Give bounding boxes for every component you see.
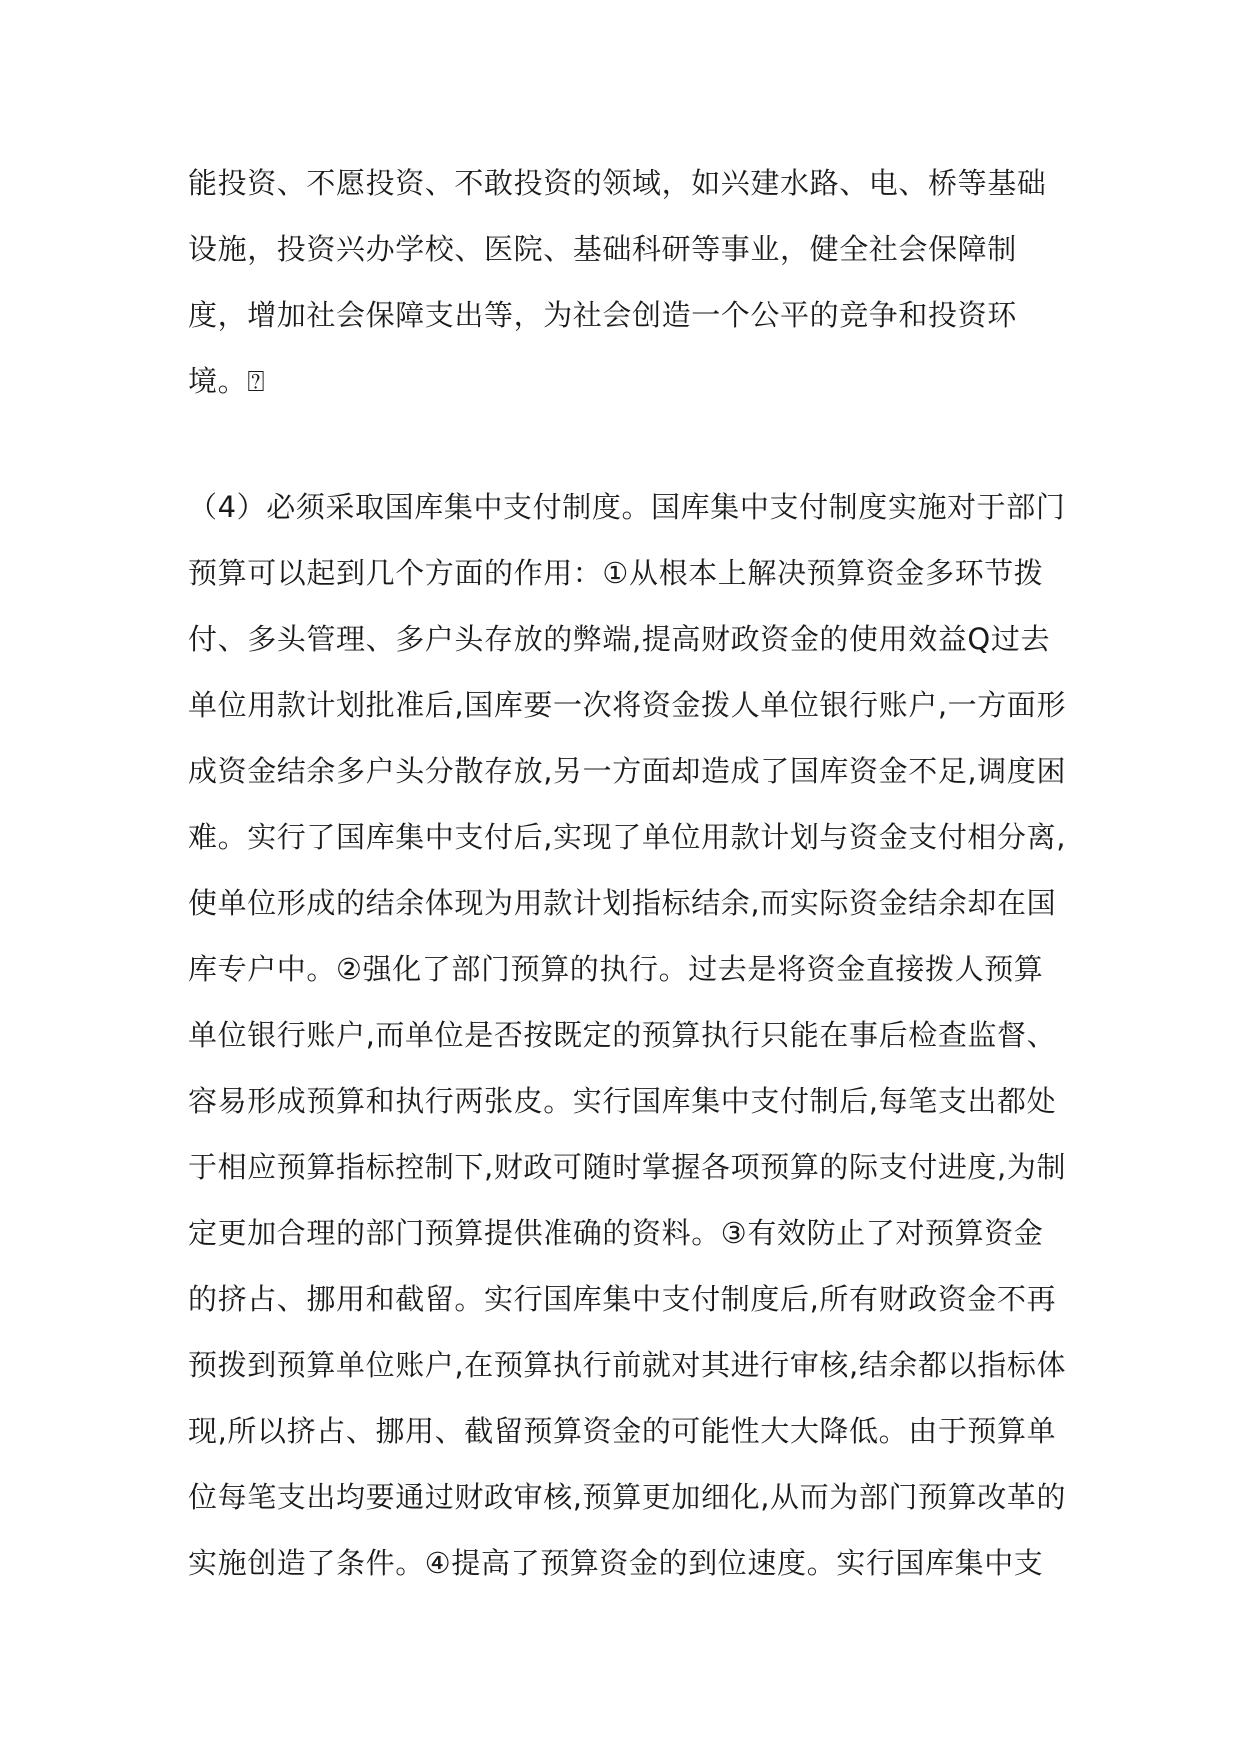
text-line: 能投资、不愿投资、不敢投资的领域，如兴建水路、电、桥等基础 bbox=[188, 166, 1047, 200]
text-line: 容易形成预算和执行两张皮。实行国库集中支付制后,每笔支出都处 bbox=[188, 1084, 1057, 1118]
text-line: 单位银行账户,而单位是否按既定的预算执行只能在事后检查监督、 bbox=[188, 1018, 1057, 1052]
text-line: 预拨到预算单位账户,在预算执行前就对其进行审核,结余都以指标体 bbox=[188, 1348, 1067, 1382]
paragraph-2 bbox=[188, 474, 1067, 1596]
text-line: 定更加合理的部门预算提供准确的资料。③有效防止了对预算资金 bbox=[188, 1216, 1044, 1250]
text-line: 难。实行了国库集中支付后,实现了单位用款计划与资金支付相分离, bbox=[188, 820, 1067, 854]
text-line: 的挤占、挪用和截留。实行国库集中支付制度后,所有财政资金不再 bbox=[188, 1282, 1057, 1316]
text-line: 设施，投资兴办学校、医院、基础科研等事业，健全社会保障制 bbox=[188, 232, 1017, 266]
text-line: 库专户中。②强化了部门预算的执行。过去是将资金直接拨人预算 bbox=[188, 952, 1044, 986]
text-line: 单位用款计划批准后,国库要一次将资金拨人单位银行账户,一方面形 bbox=[188, 688, 1067, 722]
paragraph-1 bbox=[188, 150, 1058, 414]
text-line: 于相应预算指标控制下,财政可随时掌握各项预算的际支付进度,为制 bbox=[188, 1150, 1067, 1184]
text-line: 现,所以挤占、挪用、截留预算资金的可能性大大降低。由于预算单 bbox=[188, 1414, 1057, 1448]
text-line: 实施创造了条件。④提高了预算资金的到位速度。实行国库集中支 bbox=[188, 1546, 1044, 1580]
text-line: （4）必须采取国库集中支付制度。国库集中支付制度实施对于部门 bbox=[188, 490, 1066, 524]
text-line: 成资金结余多户头分散存放,另一方面却造成了国库资金不足,调度困 bbox=[188, 754, 1067, 788]
text-line: 境。⍰ bbox=[188, 364, 266, 398]
text-line: 付、多头管理、多户头存放的弊端,提高财政资金的使用效益Q过去 bbox=[188, 622, 1051, 656]
text-line: 预算可以起到几个方面的作用：①从根本上解决预算资金多环节拨 bbox=[188, 556, 1044, 590]
text-line: 位每笔支出均要通过财政审核,预算更加细化,从而为部门预算改革的 bbox=[188, 1480, 1067, 1514]
text-line: 使单位形成的结余体现为用款计划指标结余,而实际资金结余却在国 bbox=[188, 886, 1057, 920]
text-line: 度，增加社会保障支出等，为社会创造一个公平的竞争和投资环 bbox=[188, 298, 1017, 332]
